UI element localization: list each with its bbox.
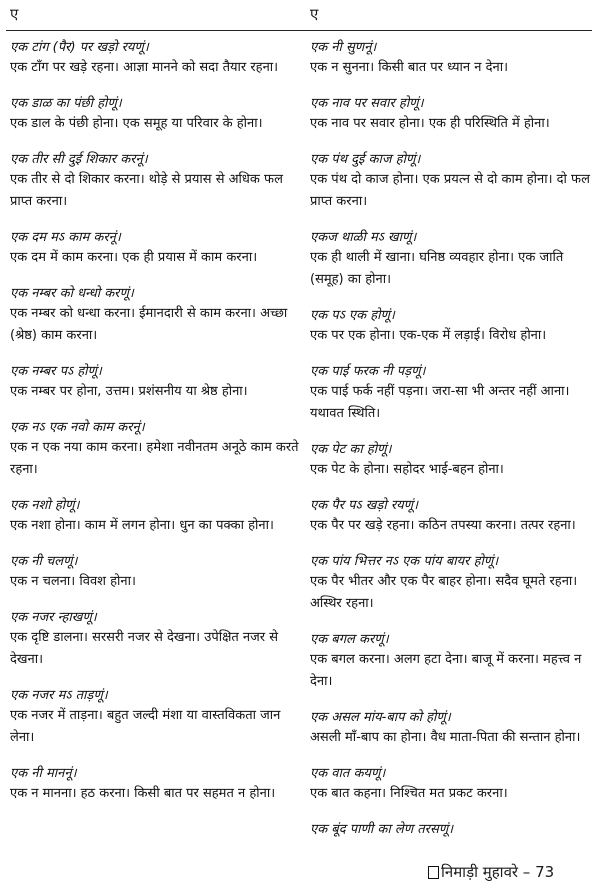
idiom-entry [10,38,300,79]
idiom-term: एक नी सुणनूं। [310,40,377,55]
right-column [310,38,594,854]
idiom-term: एक पऽ एक होणूं। [310,308,395,323]
idiom-entry [310,708,594,749]
idiom-term: एक तीर सी दुई शिकार करनूं। [10,152,148,167]
idiom-meaning: एक डाल के पंछी होना। एक समूह या परिवार के होना। [10,116,263,131]
idiom-entry [310,94,594,135]
idiom-entry [10,764,300,805]
idiom-term: एक टांग (पैर) पर खड़ो रयणूं। [10,40,149,55]
idiom-meaning: एक नम्बर को धन्धा करना। ईमानदारी से काम करना। अच्छा (श्रेष्ठ) काम करना। [10,306,288,343]
idiom-meaning: एक नम्बर पर होना, उत्तम। प्रशंसनीय या श्रेष्ठ होना। [10,384,248,399]
idiom-entry [10,150,300,213]
idiom-meaning: एक न मानना। हठ करना। किसी बात पर सहमत न होना। [10,786,276,801]
idiom-term: एक असल मांय-बाप को होणूं। [310,710,451,725]
idiom-entry [310,440,594,481]
idiom-meaning: एक नशा होना। काम में लगन होना। धुन का पक्का होना। [10,518,274,533]
idiom-term: एक नी माननूं। [10,766,77,781]
idiom-entry [310,38,594,79]
idiom-meaning: एक न एक नया काम करना। हमेशा नवीनतम अनूठे काम करते रहना। [10,440,299,477]
idiom-entry [310,820,594,839]
idiom-meaning: एक न सुनना। किसी बात पर ध्यान न देना। [310,60,509,75]
idiom-term: एक पंथ दुई काज होणूं। [310,152,421,167]
idiom-meaning: एक ही थाली में खाना। घनिष्ठ व्यवहार होना। एक जाति (समूह) का होना। [310,250,564,287]
idiom-term: एक वात कयणूं। [310,766,386,781]
idiom-meaning: एक दम में काम करना। एक ही प्रयास में काम करना। [10,250,258,265]
idiom-meaning: एक पैर भीतर और एक पैर बाहर होना। सदैव घूमते रहना। अस्थिर रहना। [310,574,578,611]
idiom-meaning: एक बगल करना। अलग हटा देना। बाजू में करना। महत्त्व न देना। [310,652,582,689]
idiom-entry [10,496,300,537]
idiom-term: एक दम मऽ काम करनूं। [10,230,121,245]
idiom-term: एक नी चलणूं। [10,554,78,569]
idiom-term: एक नजर मऽ ताड़णूं। [10,688,108,703]
idiom-term: एक डाळ का पंछी होणूं। [10,96,122,111]
idiom-term: एक पैर पऽ खड़ो रयणूं। [310,498,418,513]
idiom-meaning: एक टाँग पर खड़े रहना। आज्ञा मानने को सदा तैयार रहना। [10,60,279,75]
idiom-term: एक पेट का होणूं। [310,442,392,457]
idiom-meaning: एक तीर से दो शिकार करना। थोड़े से प्रयास से अधिक फल प्राप्त करना। [10,172,283,209]
idiom-entry [310,630,594,693]
idiom-meaning: एक नाव पर सवार होना। एक ही परिस्थिति में होना। [310,116,550,131]
idiom-entry [310,150,594,213]
idiom-term: एक नाव पर सवार होणूं। [310,96,424,111]
idiom-entry [10,608,300,671]
idiom-term: एक नऽ एक नवो काम करनूं। [10,420,145,435]
idiom-term: एक पाई फरक नी पड़णूं। [310,364,426,379]
idiom-entry [310,764,594,805]
idiom-entry [310,306,594,347]
idiom-term: एक नजर न्हाखणूं। [10,610,97,625]
idiom-meaning: एक पंथ दो काज होना। एक प्रयत्न से दो काम होना। दो फल प्राप्त करना। [310,172,590,209]
square-bullet-icon [428,866,439,879]
idiom-term: एकज थाळी मऽ खाणूं। [310,230,417,245]
idiom-meaning: एक दृष्टि डालना। सरसरी नजर से देखना। उपेक्षित नजर से देखना। [10,630,279,667]
header-divider [6,30,592,31]
right-column-letter: ए [310,5,319,23]
idiom-meaning: एक पर एक होना। एक-एक में लड़ाई। विरोध होना। [310,328,547,343]
idiom-entry [310,496,594,537]
idiom-term: एक बूंद पाणी का लेण तरसणूं। [310,822,454,837]
idiom-meaning: एक न चलना। विवश होना। [10,574,136,589]
idiom-meaning: एक नजर में ताड़ना। बहुत जल्दी मंशा या वास्तविकता जान लेना। [10,708,281,745]
idiom-term: एक नम्बर को धन्धो करणूं। [10,286,134,301]
idiom-entry [10,686,300,749]
idiom-entry [10,362,300,403]
idiom-meaning: एक पैर पर खड़े रहना। कठिन तपस्या करना। तत्पर रहना। [310,518,576,533]
idiom-entry [310,228,594,291]
idiom-entry [10,552,300,593]
footer-text: निमाड़ी मुहावरे – 73 [441,863,555,881]
idiom-meaning: एक बात कहना। निश्चित मत प्रकट करना। [310,786,508,801]
idiom-term: एक नम्बर पऽ होणूं। [10,364,102,379]
idiom-term: एक नशो होणूं। [10,498,80,513]
idiom-meaning: एक पेट के होना। सहोदर भाई-बहन होना। [310,462,504,477]
idiom-entry [10,284,300,347]
idiom-entry [10,418,300,481]
idiom-meaning: एक पाई फर्क नहीं पड़ना। जरा-सा भी अन्तर नहीं आना। यथावत स्थिति। [310,384,570,421]
idiom-entry [10,94,300,135]
left-column-letter: ए [10,5,19,23]
left-column [10,38,300,820]
idiom-term: एक पांय भित्तर नऽ एक पांय बायर होणूं। [310,554,499,569]
page-footer [428,862,554,882]
idiom-meaning: असली माँ-बाप का होना। वैध माता-पिता की सन्तान होना। [310,730,581,745]
idiom-entry [310,362,594,425]
idiom-entry [310,552,594,615]
idiom-entry [10,228,300,269]
idiom-term: एक बगल करणूं। [310,632,389,647]
